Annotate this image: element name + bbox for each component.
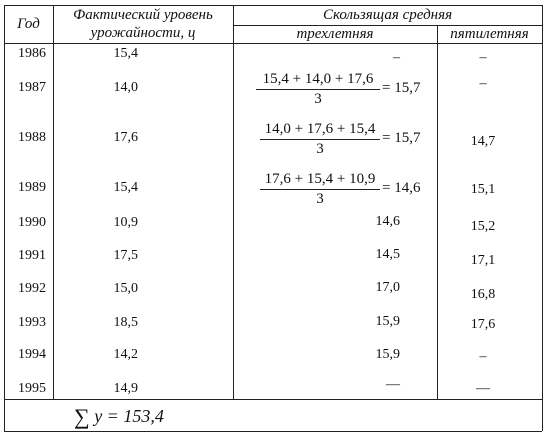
row-1991-year: 1991 [18, 248, 46, 263]
row-1991-three-year: 14,5 [375, 247, 400, 262]
row-1992-five-year: 16,8 [470, 287, 496, 302]
row-1989-formula-numerator: 17,6 + 15,4 + 10,9 [260, 171, 380, 190]
row-1992-year: 1992 [18, 281, 46, 296]
row-1989-five-year: 15,1 [470, 182, 496, 197]
row-1987-actual: 14,0 [113, 80, 138, 95]
header-actual-line2: урожайности, ц [90, 25, 196, 41]
row-1986-three-year: – [393, 50, 400, 65]
row-1988-formula-denominator: 3 [316, 141, 324, 157]
table-top-border [4, 5, 542, 6]
total-divider [4, 399, 542, 400]
header-actual-line1: Фактический уровень [73, 7, 213, 23]
year-column-divider [53, 5, 54, 399]
row-1987-formula-numerator: 15,4 + 14,0 + 17,6 [256, 71, 380, 90]
row-1989-three-year-result: = 14,6 [382, 180, 421, 196]
table-left-border [4, 5, 5, 431]
row-1986-actual: 15,4 [113, 46, 138, 61]
total-sum-expression: y = 153,4 [94, 406, 164, 426]
row-1989-three-year-formula [260, 171, 380, 208]
table-bottom-border [4, 431, 542, 432]
row-1987-year: 1987 [18, 80, 46, 95]
row-1988-year: 1988 [18, 130, 46, 145]
row-1993-five-year: 17,6 [470, 317, 496, 332]
header-year: Год [17, 16, 40, 32]
row-1991-actual: 17,5 [113, 248, 138, 263]
row-1989-formula-denominator: 3 [316, 191, 324, 207]
row-1988-formula-numerator: 14,0 + 17,6 + 15,4 [260, 121, 380, 140]
header-five-year: пятилетняя [450, 26, 529, 42]
row-1993-actual: 18,5 [113, 315, 138, 330]
row-1995-year: 1995 [18, 381, 46, 396]
row-1994-five-year: – [479, 349, 487, 364]
row-1988-five-year: 14,7 [470, 134, 496, 149]
row-1994-year: 1994 [18, 347, 46, 362]
row-1988-three-year-result: = 15,7 [382, 130, 421, 146]
row-1992-actual: 15,0 [113, 281, 138, 296]
table-right-border [542, 5, 543, 431]
row-1994-actual: 14,2 [113, 347, 138, 362]
row-1988-actual: 17,6 [113, 130, 138, 145]
row-1987-three-year-result: = 15,7 [382, 80, 421, 96]
header-moving-average: Скользящая средняя [322, 7, 453, 23]
row-1990-three-year: 14,6 [375, 214, 400, 229]
row-1987-five-year: – [479, 76, 487, 91]
total-sum [74, 404, 164, 430]
row-1991-five-year: 17,1 [470, 253, 496, 268]
row-1987-formula-denominator: 3 [314, 91, 322, 107]
actual-column-divider [233, 5, 234, 399]
row-1994-three-year: 15,9 [375, 347, 400, 362]
row-1986-year: 1986 [18, 46, 46, 61]
row-1990-year: 1990 [18, 215, 46, 230]
sigma-symbol: ∑ [74, 404, 90, 429]
row-1992-three-year: 17,0 [375, 280, 400, 295]
row-1993-three-year: 15,9 [375, 314, 400, 329]
row-1987-three-year-formula [256, 71, 380, 108]
three-year-column-divider [437, 25, 438, 399]
row-1989-actual: 15,4 [113, 180, 138, 195]
row-1990-actual: 10,9 [113, 215, 138, 230]
row-1995-actual: 14,9 [113, 381, 138, 396]
header-three-year: трехлетняя [296, 26, 374, 42]
row-1988-three-year-formula [260, 121, 380, 158]
row-1993-year: 1993 [18, 315, 46, 330]
header-bottom-border [4, 43, 542, 44]
row-1995-three-year: — [386, 377, 400, 392]
row-1990-five-year: 15,2 [470, 219, 496, 234]
row-1986-five-year: – [479, 50, 487, 65]
row-1995-five-year: — [476, 381, 490, 396]
row-1989-year: 1989 [18, 180, 46, 195]
